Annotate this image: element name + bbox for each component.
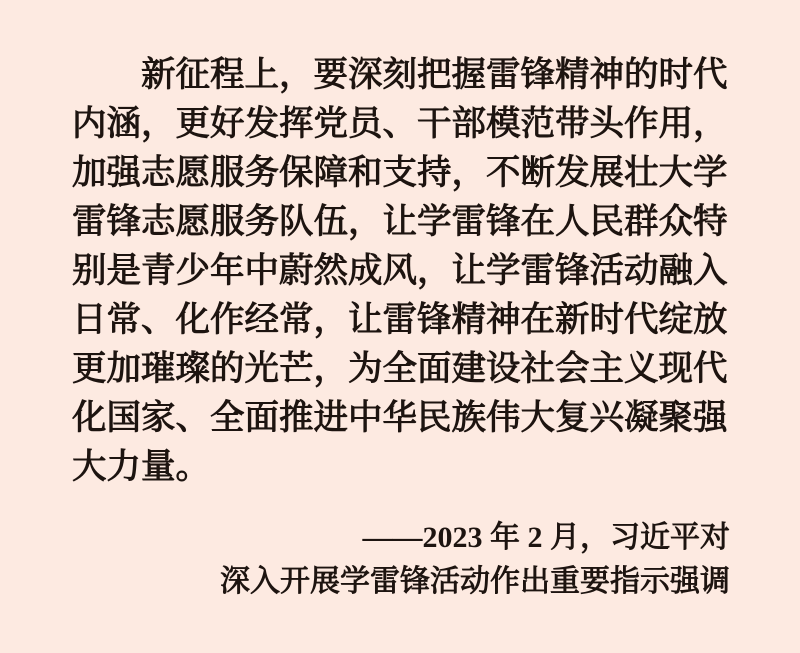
attribution-line: ——2023 年 2 月，习近平对 [362,521,730,554]
quote-line: 别是青少年中蔚然成风，让学雷锋活动融入 [72,252,728,290]
quote-line: 大力量。 [72,448,210,486]
quote-line: 更加璀璨的光芒，为全面建设社会主义现代 [72,350,728,388]
attribution-line: 深入开展学雷锋活动作出重要指示强调 [220,565,730,598]
quote-line: 新征程上，要深刻把握雷锋精神的时代 [141,56,728,94]
quote-paragraph [72,51,730,492]
quote-line: 内涵，更好发挥党员、干部模范带头作用， [72,105,728,143]
quote-line: 雷锋志愿服务队伍，让学雷锋在人民群众特 [72,203,728,241]
quote-line: 加强志愿服务保障和支持，不断发展壮大学 [72,154,728,192]
quote-line: 化国家、全面推进中华民族伟大复兴凝聚强 [72,399,728,437]
quote-line: 日常、化作经常，让雷锋精神在新时代绽放 [72,301,728,339]
quote-attribution [72,516,730,604]
